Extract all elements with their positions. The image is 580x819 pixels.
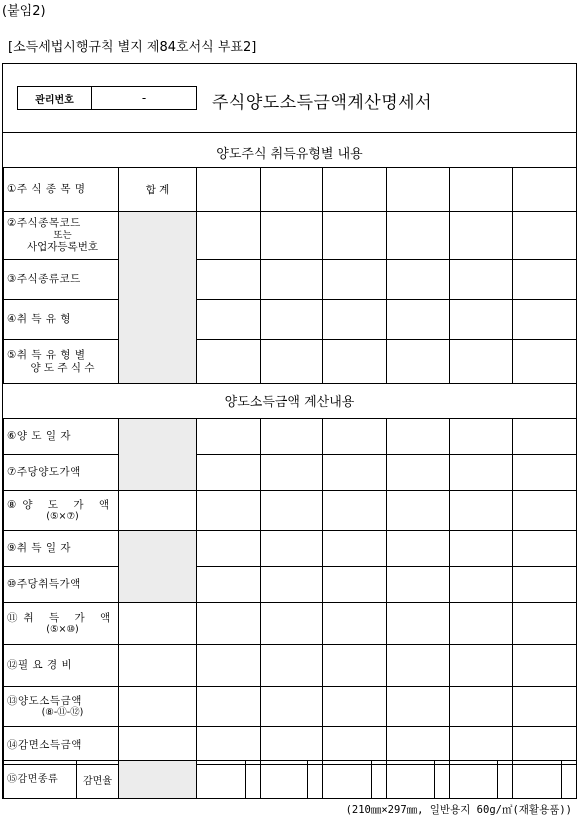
input-cell[interactable] [513, 340, 577, 384]
input-cell[interactable] [261, 340, 323, 384]
input-cell[interactable] [513, 212, 577, 260]
row-label: ⑭감면소득금액 [4, 727, 119, 765]
divider [3, 132, 576, 133]
input-cell[interactable] [119, 727, 197, 765]
table-row [4, 340, 577, 384]
input-cell[interactable] [387, 567, 450, 603]
input-cell[interactable] [387, 260, 450, 300]
section1-table [3, 167, 577, 384]
input-cell[interactable] [450, 531, 513, 567]
input-cell[interactable] [261, 212, 323, 260]
input-cell[interactable] [450, 300, 513, 340]
table-row [4, 212, 577, 260]
table-row [4, 645, 577, 687]
row-label-line1: ⑧양 도 가 액 [7, 498, 115, 511]
input-cell[interactable] [513, 168, 577, 212]
input-cell[interactable] [450, 260, 513, 300]
input-cell[interactable] [197, 491, 261, 531]
section2-title: 양도소득금액 계산내용 [224, 395, 355, 410]
table-row [4, 455, 577, 491]
input-cell[interactable] [197, 212, 261, 260]
input-cell[interactable] [197, 761, 246, 799]
input-cell[interactable] [450, 491, 513, 531]
row-label-sub: (⑧-⑪-⑫) [41, 707, 84, 719]
input-cell[interactable] [323, 603, 387, 645]
input-cell[interactable] [387, 212, 450, 260]
table-row [4, 603, 577, 645]
input-cell[interactable] [197, 567, 261, 603]
input-cell[interactable] [261, 419, 323, 455]
input-cell[interactable] [323, 491, 387, 531]
input-cell[interactable] [387, 340, 450, 384]
input-cell[interactable] [450, 567, 513, 603]
input-cell[interactable] [197, 531, 261, 567]
input-cell[interactable] [323, 531, 387, 567]
input-cell[interactable] [450, 687, 513, 727]
input-cell[interactable] [387, 419, 450, 455]
input-cell[interactable] [323, 168, 387, 212]
input-cell[interactable] [387, 531, 450, 567]
input-cell[interactable] [323, 727, 387, 765]
input-cell[interactable] [308, 761, 323, 799]
input-cell[interactable] [387, 491, 450, 531]
row-label-line1: ②주식종목코드 [7, 217, 81, 230]
row-label: ⑦주당양도가액 [4, 455, 119, 491]
law-reference: [소득세법시행규칙 별지 제84호서식 부표2] [8, 40, 257, 55]
input-cell[interactable] [323, 687, 387, 727]
input-cell[interactable] [119, 603, 197, 645]
input-cell[interactable] [513, 300, 577, 340]
table-row [4, 531, 577, 567]
input-cell[interactable] [246, 761, 261, 799]
input-cell[interactable] [450, 168, 513, 212]
input-cell[interactable] [450, 340, 513, 384]
table-row [4, 260, 577, 300]
row-label-sub: (⑤×⑩) [46, 624, 79, 636]
input-cell[interactable] [261, 531, 323, 567]
row-label: ⑩주당취득가액 [4, 567, 119, 603]
reduction-rate-label: 감면율 [77, 761, 119, 799]
input-cell[interactable] [261, 260, 323, 300]
input-cell[interactable] [387, 645, 450, 687]
input-cell[interactable] [323, 340, 387, 384]
input-cell[interactable] [387, 300, 450, 340]
management-number-value[interactable]: - [141, 91, 147, 105]
row-label-sub: 또는 [53, 229, 72, 241]
input-cell[interactable] [261, 567, 323, 603]
total-label: 합 계 [119, 168, 197, 212]
input-cell[interactable] [323, 419, 387, 455]
input-cell[interactable] [197, 419, 261, 455]
input-cell[interactable] [387, 761, 435, 799]
row-label-line2: 사업자등록번호 [26, 241, 98, 254]
shaded-cell [119, 212, 197, 384]
input-cell[interactable] [261, 300, 323, 340]
row-label-line1: ⑬양도소득금액 [7, 694, 82, 707]
input-cell[interactable] [261, 761, 308, 799]
input-cell[interactable] [498, 761, 513, 799]
input-cell[interactable] [197, 687, 261, 727]
row-label: ⑫필 요 경 비 [4, 645, 119, 687]
input-cell[interactable] [119, 491, 197, 531]
reduction-table [3, 760, 577, 799]
input-cell[interactable] [197, 168, 261, 212]
shaded-cell [119, 761, 197, 799]
row-label [4, 212, 119, 260]
table-row [4, 567, 577, 603]
input-cell[interactable] [450, 419, 513, 455]
input-cell[interactable] [197, 260, 261, 300]
section1-title: 양도주식 취득유형별 내용 [216, 147, 363, 162]
input-cell[interactable] [372, 761, 387, 799]
row-label-line2: 양 도 주 식 수 [30, 361, 95, 374]
input-cell[interactable] [450, 727, 513, 765]
input-cell[interactable] [450, 455, 513, 491]
input-cell[interactable] [513, 761, 562, 799]
reduction-type-label: ⑮감면종류 [4, 761, 77, 799]
input-cell[interactable] [323, 300, 387, 340]
input-cell[interactable] [197, 727, 261, 765]
input-cell[interactable] [513, 645, 577, 687]
input-cell[interactable] [197, 455, 261, 491]
input-cell[interactable] [513, 567, 577, 603]
input-cell[interactable] [323, 761, 372, 799]
input-cell[interactable] [197, 603, 261, 645]
input-cell[interactable] [261, 603, 323, 645]
input-cell[interactable] [261, 491, 323, 531]
input-cell[interactable] [562, 761, 577, 799]
input-cell[interactable] [513, 531, 577, 567]
row-label [4, 603, 119, 645]
input-cell[interactable] [387, 603, 450, 645]
shaded-cell [119, 531, 197, 603]
input-cell[interactable] [197, 300, 261, 340]
input-cell[interactable] [513, 491, 577, 531]
input-cell[interactable] [513, 687, 577, 727]
input-cell[interactable] [197, 645, 261, 687]
input-cell[interactable] [261, 455, 323, 491]
table-row [4, 761, 577, 799]
input-cell[interactable] [323, 645, 387, 687]
row-label: ⑥양 도 일 자 [4, 419, 119, 455]
input-cell[interactable] [323, 260, 387, 300]
paper-spec-footer: (210㎜×297㎜, 일반용지 60g/㎡(재활용품)) [345, 804, 572, 816]
input-cell[interactable] [387, 687, 450, 727]
input-cell[interactable] [450, 212, 513, 260]
document-title: 주식양도소득금액계산명세서 [212, 93, 432, 113]
shaded-cell [119, 419, 197, 491]
management-number-box [17, 86, 197, 110]
row-label [4, 491, 119, 531]
input-cell[interactable] [323, 212, 387, 260]
input-cell[interactable] [197, 340, 261, 384]
table-row [4, 491, 577, 531]
row-label-sub: (⑤×⑦) [46, 511, 79, 523]
table-row [4, 419, 577, 455]
input-cell[interactable] [387, 727, 450, 765]
input-cell[interactable] [450, 761, 498, 799]
input-cell[interactable] [513, 260, 577, 300]
input-cell[interactable] [513, 455, 577, 491]
attachment-label: (붙임2) [2, 4, 46, 19]
input-cell[interactable] [261, 687, 323, 727]
input-cell[interactable] [261, 727, 323, 765]
row-label-line1: ⑪취 득 가 액 [7, 611, 117, 624]
input-cell[interactable] [119, 687, 197, 727]
row-label: ⑨취 득 일 자 [4, 531, 119, 567]
table-row [4, 727, 577, 765]
input-cell[interactable] [387, 455, 450, 491]
row-label: ④취 득 유 형 [4, 300, 119, 340]
table-row [4, 687, 577, 727]
input-cell[interactable] [513, 603, 577, 645]
input-cell[interactable] [261, 168, 323, 212]
row-label: ①주 식 종 목 명 [4, 168, 119, 212]
input-cell[interactable] [261, 645, 323, 687]
table-row [4, 300, 577, 340]
input-cell[interactable] [323, 567, 387, 603]
section2-table [3, 418, 577, 765]
input-cell[interactable] [513, 419, 577, 455]
input-cell[interactable] [450, 603, 513, 645]
input-cell[interactable] [387, 168, 450, 212]
input-cell[interactable] [450, 645, 513, 687]
management-number-label: 관리번호 [18, 87, 92, 109]
row-label [4, 340, 119, 384]
input-cell[interactable] [119, 645, 197, 687]
input-cell[interactable] [323, 455, 387, 491]
row-label-line1: ⑤취 득 유 형 별 [7, 348, 86, 361]
input-cell[interactable] [513, 727, 577, 765]
table-row [4, 168, 577, 212]
input-cell[interactable] [435, 761, 450, 799]
row-label: ③주식종류코드 [4, 260, 119, 300]
row-label [4, 687, 119, 727]
